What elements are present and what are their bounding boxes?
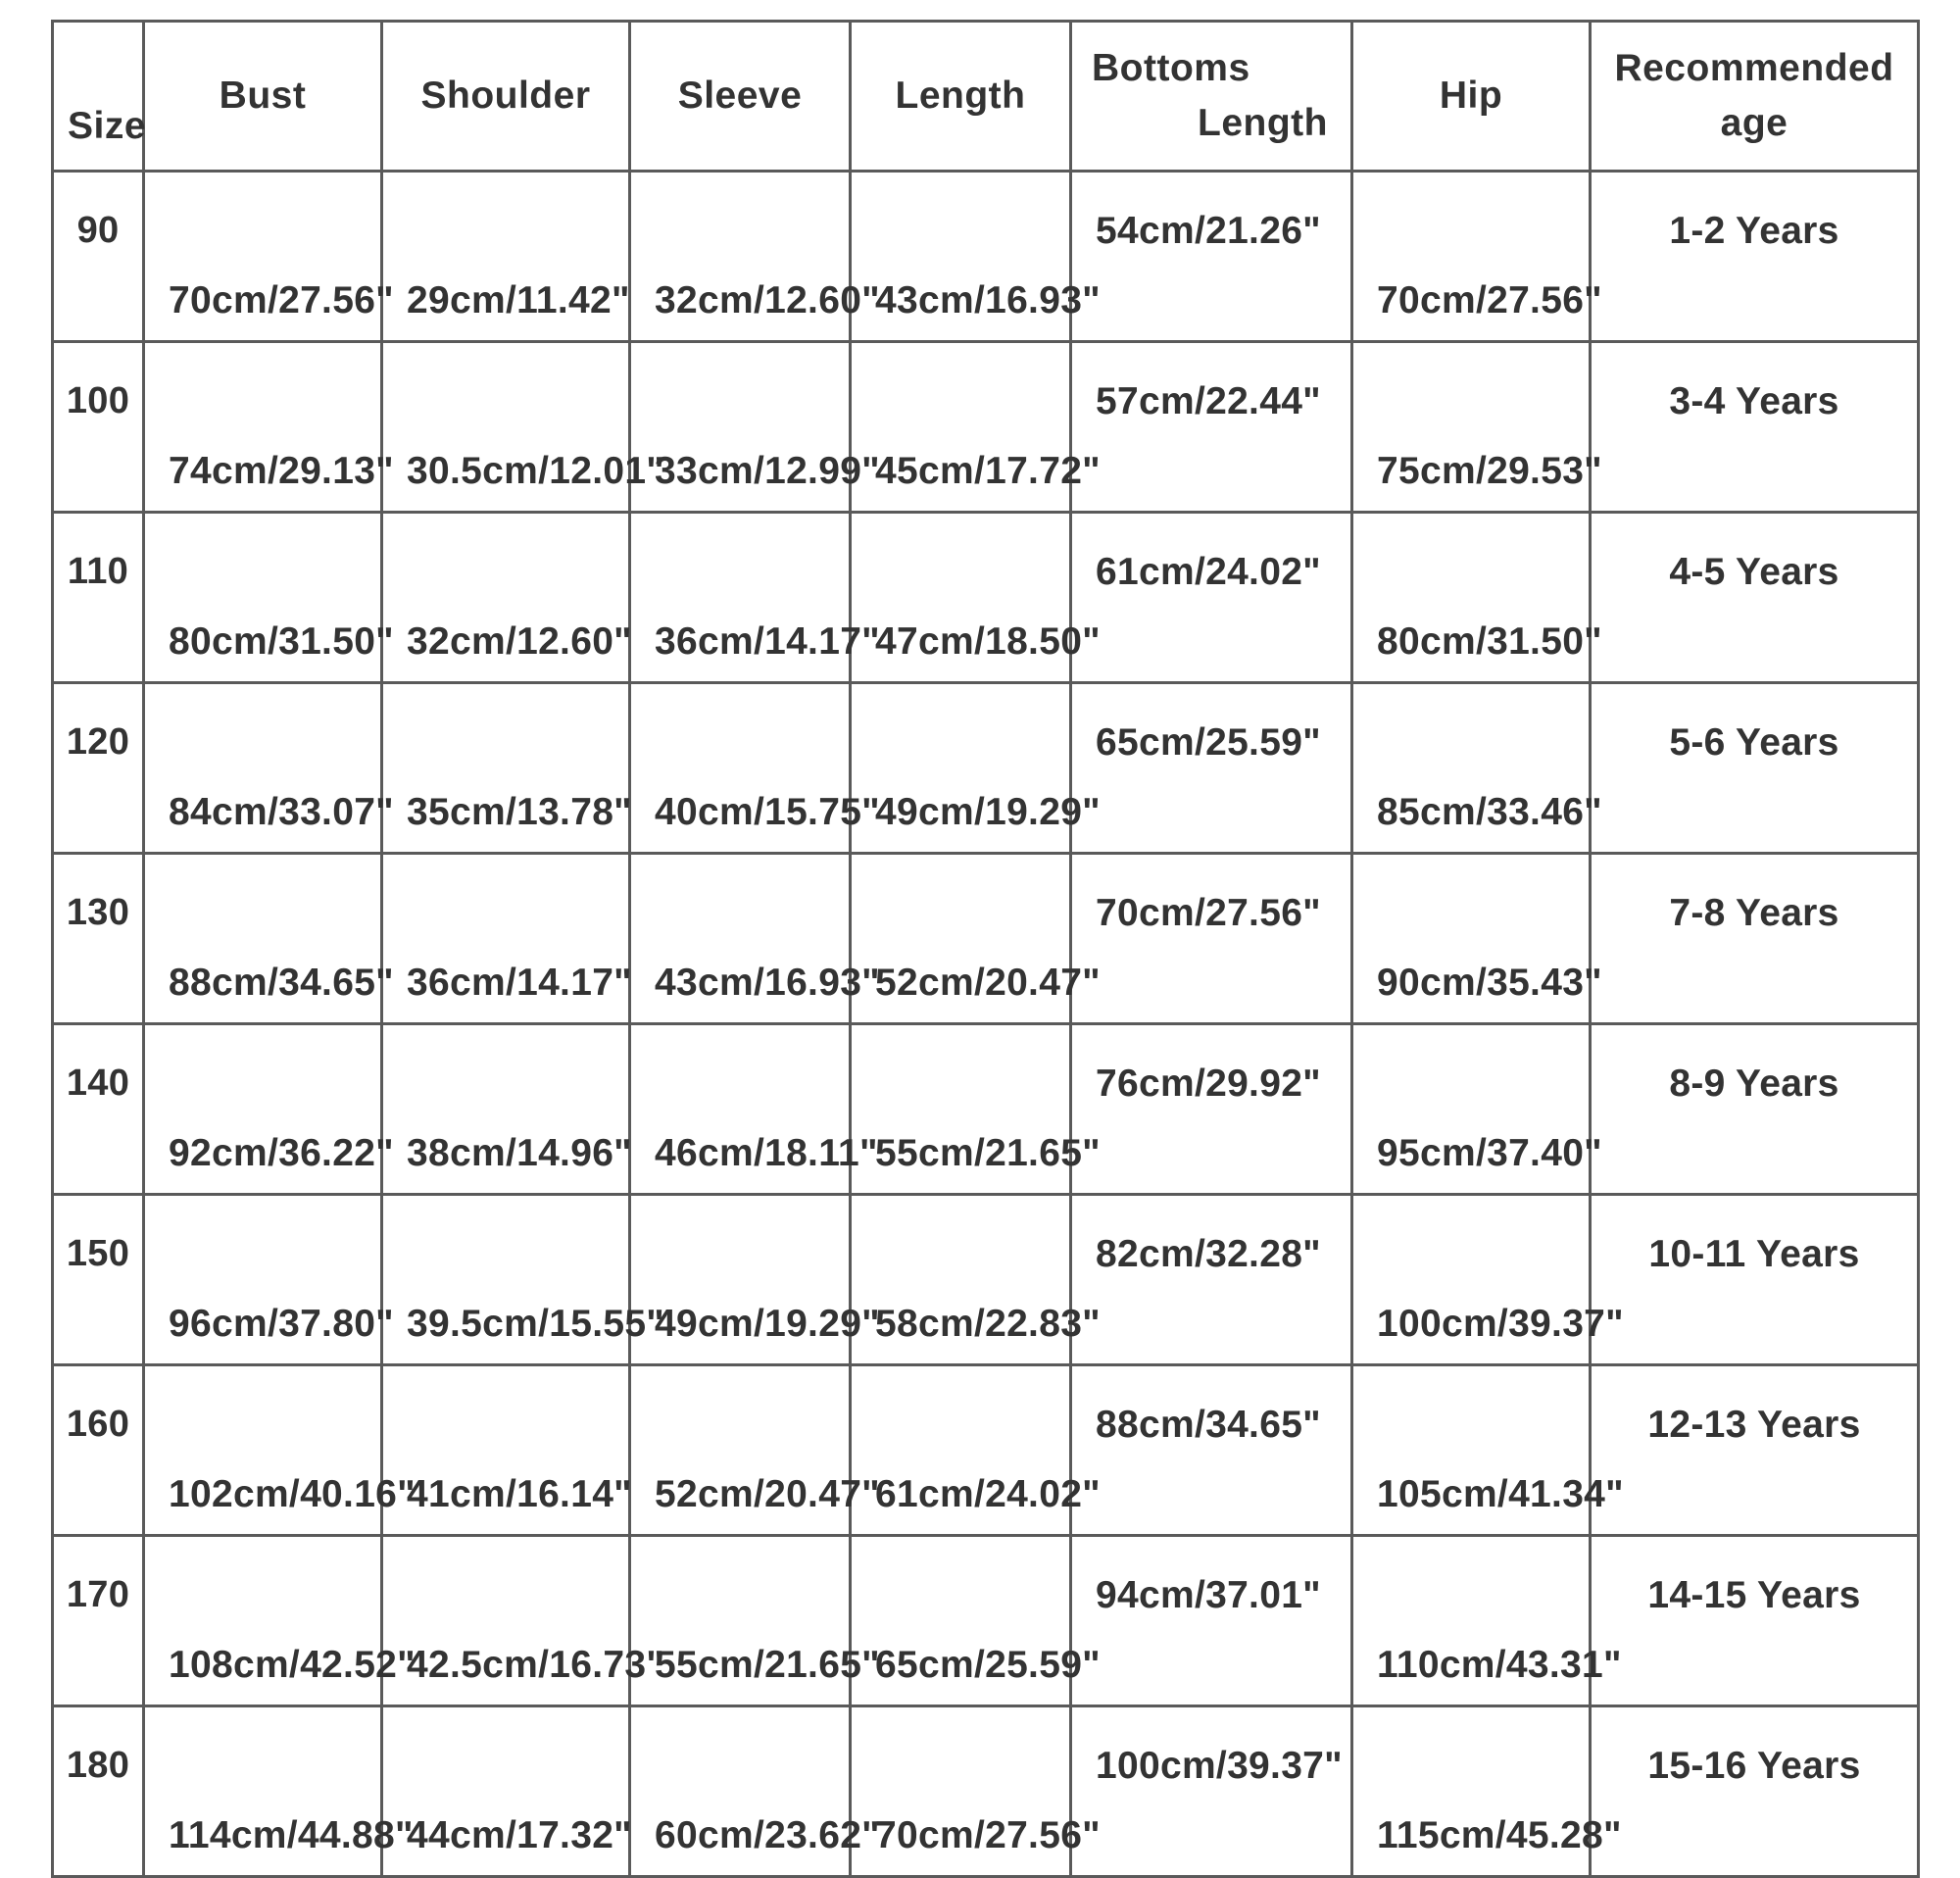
cell-length: 70cm/27.56" xyxy=(851,1706,1071,1877)
table-row xyxy=(53,1024,1919,1195)
cell-sleeve: 33cm/12.99" xyxy=(630,342,851,513)
cell-bottoms-length: 94cm/37.01" xyxy=(1071,1536,1352,1706)
header-age-line1: Recommended xyxy=(1614,47,1894,89)
cell-bottoms-length: 54cm/21.26" xyxy=(1071,172,1352,342)
cell-size: 130 xyxy=(53,854,144,1024)
cell-bust: 70cm/27.56" xyxy=(144,172,382,342)
cell-shoulder: 44cm/17.32" xyxy=(382,1706,630,1877)
table-row xyxy=(53,513,1919,683)
cell-size: 120 xyxy=(53,683,144,854)
cell-bust: 74cm/29.13" xyxy=(144,342,382,513)
table-header xyxy=(53,22,1919,172)
cell-size: 170 xyxy=(53,1536,144,1706)
cell-sleeve: 55cm/21.65" xyxy=(630,1536,851,1706)
cell-bust: 80cm/31.50" xyxy=(144,513,382,683)
cell-shoulder: 29cm/11.42" xyxy=(382,172,630,342)
table-body xyxy=(53,172,1919,1877)
cell-sleeve: 60cm/23.62" xyxy=(630,1706,851,1877)
cell-size: 90 xyxy=(53,172,144,342)
cell-bottoms-length: 76cm/29.92" xyxy=(1071,1024,1352,1195)
table-row xyxy=(53,683,1919,854)
cell-hip: 90cm/35.43" xyxy=(1352,854,1591,1024)
table-row xyxy=(53,1365,1919,1536)
cell-bust: 92cm/36.22" xyxy=(144,1024,382,1195)
header-recommended-age xyxy=(1591,22,1919,172)
cell-hip: 70cm/27.56" xyxy=(1352,172,1591,342)
table-row xyxy=(53,1195,1919,1365)
cell-shoulder: 36cm/14.17" xyxy=(382,854,630,1024)
header-length: Length xyxy=(851,22,1071,172)
cell-hip: 85cm/33.46" xyxy=(1352,683,1591,854)
cell-shoulder: 39.5cm/15.55" xyxy=(382,1195,630,1365)
cell-bottoms-length: 65cm/25.59" xyxy=(1071,683,1352,854)
cell-sleeve: 49cm/19.29" xyxy=(630,1195,851,1365)
cell-sleeve: 32cm/12.60" xyxy=(630,172,851,342)
cell-size: 110 xyxy=(53,513,144,683)
cell-bust: 108cm/42.52" xyxy=(144,1536,382,1706)
cell-bottoms-length: 100cm/39.37" xyxy=(1071,1706,1352,1877)
cell-length: 45cm/17.72" xyxy=(851,342,1071,513)
table-row xyxy=(53,342,1919,513)
cell-size: 180 xyxy=(53,1706,144,1877)
cell-length: 52cm/20.47" xyxy=(851,854,1071,1024)
cell-size: 140 xyxy=(53,1024,144,1195)
cell-hip: 100cm/39.37" xyxy=(1352,1195,1591,1365)
size-chart-table xyxy=(51,20,1920,1878)
cell-bust: 114cm/44.88" xyxy=(144,1706,382,1877)
cell-shoulder: 41cm/16.14" xyxy=(382,1365,630,1536)
cell-age: 3-4 Years xyxy=(1591,342,1919,513)
header-age-line2: age xyxy=(1720,102,1788,144)
cell-length: 58cm/22.83" xyxy=(851,1195,1071,1365)
header-bottoms-length xyxy=(1071,22,1352,172)
cell-bottoms-length: 61cm/24.02" xyxy=(1071,513,1352,683)
cell-age: 5-6 Years xyxy=(1591,683,1919,854)
cell-length: 47cm/18.50" xyxy=(851,513,1071,683)
header-size: Size xyxy=(53,22,144,172)
cell-hip: 75cm/29.53" xyxy=(1352,342,1591,513)
cell-size: 160 xyxy=(53,1365,144,1536)
header-bottoms-length-line1: Bottoms xyxy=(1092,47,1250,89)
cell-shoulder: 30.5cm/12.01" xyxy=(382,342,630,513)
cell-hip: 105cm/41.34" xyxy=(1352,1365,1591,1536)
header-row xyxy=(53,22,1919,172)
cell-sleeve: 52cm/20.47" xyxy=(630,1365,851,1536)
cell-sleeve: 46cm/18.11" xyxy=(630,1024,851,1195)
cell-length: 49cm/19.29" xyxy=(851,683,1071,854)
header-bust: Bust xyxy=(144,22,382,172)
cell-age: 8-9 Years xyxy=(1591,1024,1919,1195)
cell-shoulder: 35cm/13.78" xyxy=(382,683,630,854)
cell-hip: 110cm/43.31" xyxy=(1352,1536,1591,1706)
cell-bottoms-length: 70cm/27.56" xyxy=(1071,854,1352,1024)
cell-bottoms-length: 88cm/34.65" xyxy=(1071,1365,1352,1536)
cell-hip: 115cm/45.28" xyxy=(1352,1706,1591,1877)
cell-age: 12-13 Years xyxy=(1591,1365,1919,1536)
cell-hip: 95cm/37.40" xyxy=(1352,1024,1591,1195)
cell-shoulder: 32cm/12.60" xyxy=(382,513,630,683)
cell-hip: 80cm/31.50" xyxy=(1352,513,1591,683)
cell-age: 4-5 Years xyxy=(1591,513,1919,683)
cell-age: 7-8 Years xyxy=(1591,854,1919,1024)
cell-length: 43cm/16.93" xyxy=(851,172,1071,342)
table-row xyxy=(53,1706,1919,1877)
cell-age: 1-2 Years xyxy=(1591,172,1919,342)
cell-age: 15-16 Years xyxy=(1591,1706,1919,1877)
cell-sleeve: 43cm/16.93" xyxy=(630,854,851,1024)
header-bottoms-length-line2: Length xyxy=(1198,102,1328,144)
cell-bottoms-length: 57cm/22.44" xyxy=(1071,342,1352,513)
header-sleeve: Sleeve xyxy=(630,22,851,172)
cell-age: 14-15 Years xyxy=(1591,1536,1919,1706)
cell-length: 65cm/25.59" xyxy=(851,1536,1071,1706)
header-hip: Hip xyxy=(1352,22,1591,172)
cell-age: 10-11 Years xyxy=(1591,1195,1919,1365)
cell-shoulder: 38cm/14.96" xyxy=(382,1024,630,1195)
cell-bust: 102cm/40.16" xyxy=(144,1365,382,1536)
cell-sleeve: 36cm/14.17" xyxy=(630,513,851,683)
cell-length: 55cm/21.65" xyxy=(851,1024,1071,1195)
cell-bottoms-length: 82cm/32.28" xyxy=(1071,1195,1352,1365)
cell-length: 61cm/24.02" xyxy=(851,1365,1071,1536)
cell-bust: 96cm/37.80" xyxy=(144,1195,382,1365)
cell-bust: 88cm/34.65" xyxy=(144,854,382,1024)
table-row xyxy=(53,854,1919,1024)
cell-shoulder: 42.5cm/16.73" xyxy=(382,1536,630,1706)
table-row xyxy=(53,172,1919,342)
cell-bust: 84cm/33.07" xyxy=(144,683,382,854)
header-shoulder: Shoulder xyxy=(382,22,630,172)
cell-size: 150 xyxy=(53,1195,144,1365)
table-row xyxy=(53,1536,1919,1706)
cell-sleeve: 40cm/15.75" xyxy=(630,683,851,854)
cell-size: 100 xyxy=(53,342,144,513)
